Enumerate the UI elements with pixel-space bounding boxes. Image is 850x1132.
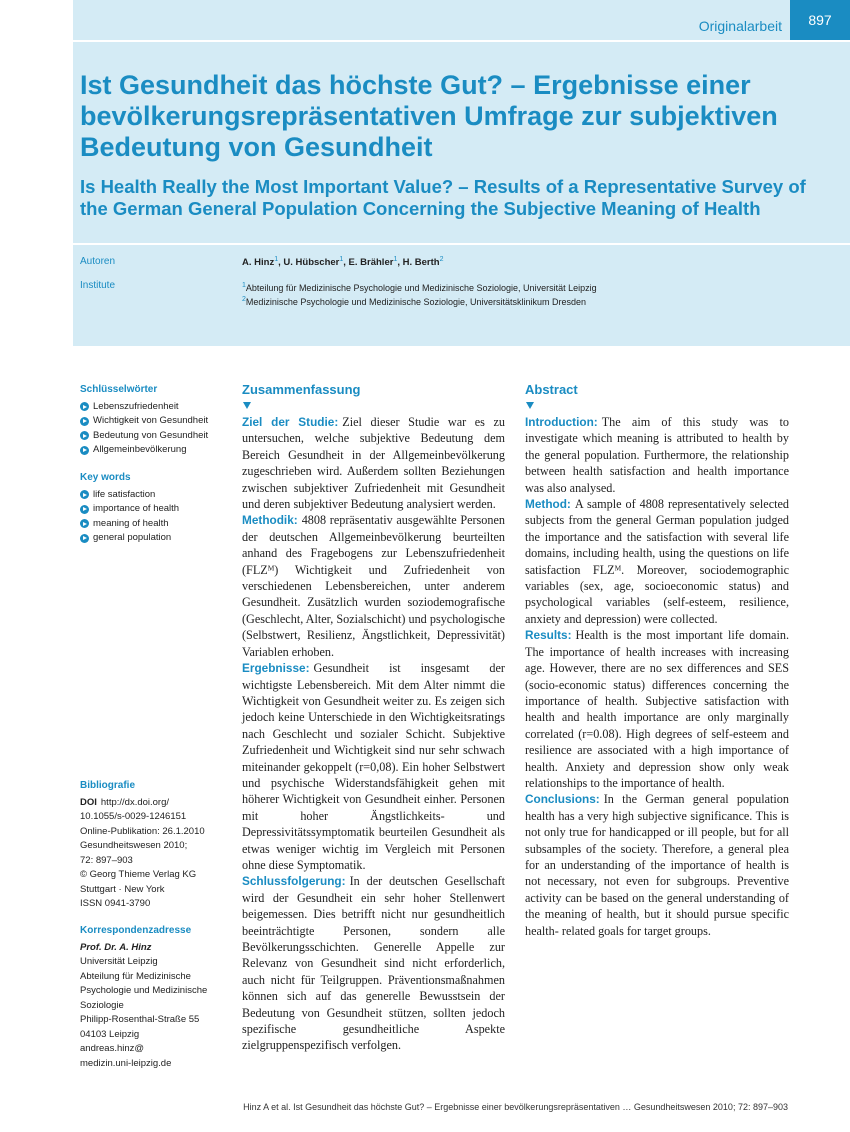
correspondence-box <box>80 924 230 1071</box>
keyword-item <box>80 531 230 546</box>
section-text: 4808 repräsentativ ausgewählte Personen der deutschen Allgemeinbevölkerung beurteilten anhand des Fragebogens zur Lebenszufriedenheit (FLZᴹ) Wichtigkeit und Zufriedenheit von verschiedenen Lebensbereichen, unter anderem Gesundheit. Zusätzlich wurden soziodemografische (Geschlecht, Alter, Sozialschicht) und psychologische (Selbstwert, Resilienz, Ängstlichkeit, Depressivität) Variablen erhoben. <box>242 513 505 659</box>
correspondence-line: andreas.hinz@ <box>80 1043 145 1054</box>
correspondence-label: Korrespondenzadresse <box>80 925 192 936</box>
bibliography-text: Online-Publikation: 26.1.2010 <box>80 825 205 837</box>
keyword-text: general population <box>93 532 172 543</box>
section-label: Results: <box>525 628 572 643</box>
bibliography-line <box>80 897 230 912</box>
arrow-bullet-icon <box>80 490 89 499</box>
abstract-paragraph <box>242 873 505 1053</box>
institute-text: Medizinische Psychologie und Medizinische Soziologie, Universitätsklinikum Dresden <box>245 297 587 307</box>
bibliography-label: Bibliografie <box>80 780 136 791</box>
section-label: Conclusions: <box>525 792 600 807</box>
section-text: In der deutschen Gesellschaft wird der Gesundheit ein sehr hoher Stellenwert beigemessen. Dies betrifft nicht nur gesundheitlich beeinträchtigte Personen, sondern alle Bevölkerungsschichten. Generelle Appelle zur Relevanz von Gesundheit sind nicht erforderlich, auch nicht für Teilgruppen. Präventionsmaßnahmen können sich auf das generelle Bewusstsein der Bedeutung von Gesundheit stützen, sollten jedoch spezifische gesundheitliche Aspekte zielgruppenspezifisch verfolgen. <box>242 874 505 1053</box>
section-label: Ergebnisse: <box>242 661 310 676</box>
keyword-text: Wichtigkeit von Gesundheit <box>93 415 209 426</box>
author-name: U. Hübscher <box>283 257 340 269</box>
author-affiliation: 2 <box>439 256 444 263</box>
title-german: Ist Gesundheit das höchste Gut? – Ergebnisse einer bevölkerungsrepräsentativen Umfrage zur subjektiven Bedeutung von Gesundheit <box>80 70 778 162</box>
page-number: 897 <box>790 0 850 40</box>
arrow-bullet-icon <box>80 431 89 440</box>
correspondence-line: Abteilung für Medizinische <box>80 970 191 982</box>
keyword-item <box>80 414 230 429</box>
keywords-en-list <box>80 488 230 546</box>
author-affiliation: 1 <box>339 256 344 263</box>
section-label: Method: <box>525 497 571 512</box>
section-label: Methodik: <box>242 513 298 528</box>
author-affiliation: 1 <box>393 256 398 263</box>
section-text: Health is the most important life domain. The importance of health increases with increasing age. However, there are no sex differences and SES (socio-economic status) differences concerning the importance of health. Subjective satisfaction with health and health importance are only marginally correlated (r=0.08). High degrees of self-esteem and resilience are associated with a high importance of health. Anxiety and depression show only weak relationships to the importance of health. <box>525 628 789 790</box>
arrow-bullet-icon <box>80 417 89 426</box>
correspondence-line: Universität Leipzig <box>80 956 158 967</box>
institute-line <box>242 280 597 294</box>
keyword-item <box>80 443 230 458</box>
section-text: Ziel dieser Studie war es zu untersuchen, welche subjektive Bedeutung dem Bereich Gesundheit in der Allgemeinbevölkerung zugeschrieben wird. Außerdem sollten Beziehungen zwischen subjektiver Zufriedenheit mit Gesundheit und deren subjektiver Bedeutung analysiert werden. <box>242 415 505 512</box>
zusammenfassung-body <box>242 414 505 1054</box>
arrow-bullet-icon <box>80 534 89 543</box>
keyword-item <box>80 517 230 532</box>
section-label: Ziel der Studie: <box>242 415 339 429</box>
author-separator: , <box>343 257 349 269</box>
triangle-marker-icon <box>243 402 251 409</box>
author-separator: , <box>397 257 403 269</box>
abstract-column <box>525 381 789 939</box>
keyword-text: importance of health <box>93 503 180 514</box>
correspondence-lines <box>80 955 230 1071</box>
keywords-de-list <box>80 400 230 458</box>
bibliography-text: http://dx.doi.org/ <box>100 796 170 808</box>
abstract-heading: Abstract <box>525 382 578 397</box>
bibliography-box <box>80 779 230 912</box>
bibliography-text: © Georg Thieme Verlag KG <box>80 869 197 880</box>
section-text: A sample of 4808 representatively selected subjects from the general German population judged the importance and the satisfaction with several life domains, including health, using the questions on life satisfaction FLZᴹ. Moreover, sociodemographic variables (sex, age, socioeconomic status) and psychological variables (self-esteem, resilience, anxiety and depression) were collected. <box>525 497 789 626</box>
bibliography-text: Gesundheitswesen 2010; <box>80 840 188 851</box>
bibliography-line <box>80 854 230 869</box>
author-name: E. Brähler <box>348 257 394 269</box>
section-label: Originalarbeit <box>698 18 782 34</box>
keyword-text: meaning of health <box>93 517 169 529</box>
institutes-list <box>242 280 597 308</box>
triangle-marker-icon <box>526 402 534 409</box>
arrow-bullet-icon <box>80 519 89 528</box>
meta-divider <box>73 243 850 245</box>
section-text: Gesundheit ist insgesamt der wichtigste Lebensbereich. Mit dem Alter nimmt die Wichtigkeit von Gesundheit weiter zu. Es zeigen sich jedoch keine Unterschiede in den Wichtigkeitsratings nach Geschlecht und sozialer Schicht. Subjektive Zufriedenheit und Wichtigkeit sind nur sehr schwach miteinander gekoppelt (r=0,08). Ein hoher Selbstwert und psychische Widerstandsfähigkeit gehen mit höherer Wichtigkeit von Gesundheit einher. Personen mit hoher Ängstlichkeits- und Depressivitätssymptomatik beurteilen Gesundheit als etwas weniger wichtig im Vergleich mit Personen ohne diese Symptomatik. <box>242 661 505 872</box>
abstract-paragraph <box>525 414 789 496</box>
section-text: The aim of this study was to investigate which meaning is attributed to health by the general population. Furthermore, the relationship between health satisfaction and health importance was also analysed. <box>525 415 789 495</box>
abstract-body <box>525 414 789 939</box>
author-separator: , <box>278 257 284 269</box>
correspondence-name: Prof. Dr. A. Hinz <box>80 941 152 953</box>
author-name: A. Hinz <box>242 257 275 269</box>
keyword-text: Lebenszufriedenheit <box>93 400 179 412</box>
section-text: In the German general population health has a very high subjective significance. This is not only true for handicapped or ill people, but for all subsamples of the society. Therefore, a general plea for an understanding of the importance of health is not necessary, not even for subgroups. Preventive activity can be based on the general understanding of the meaning of health, but it should pursue specific health- related goals for target groups. <box>525 792 789 938</box>
keyword-text: Allgemeinbevölkerung <box>93 444 187 455</box>
bibliography-text: 72: 897–903 <box>80 854 133 866</box>
abstract-paragraph <box>242 660 505 873</box>
institutes-label: Institute <box>80 280 116 291</box>
author-affiliation: 1 <box>274 256 279 263</box>
keywords-de-label: Schlüsselwörter <box>80 384 158 395</box>
bibliography-text: Stuttgart · New York <box>80 883 165 895</box>
correspondence-line: Psychologie und Medizinische <box>80 985 208 996</box>
bibliography-line <box>80 810 230 825</box>
doi-label: DOI <box>80 796 97 808</box>
page-footer: Hinz A et al. Ist Gesundheit das höchste Gut? – Ergebnisse einer bevölkerungsrepräsentativen … Gesundheitswesen 2010; 72: 897–903 <box>243 1102 788 1112</box>
institute-line <box>242 294 597 308</box>
author-name: H. Berth <box>402 257 440 269</box>
bibliography-lines <box>80 796 230 912</box>
arrow-bullet-icon <box>80 505 89 514</box>
bibliography-line <box>80 796 230 811</box>
bibliography-text: ISSN 0941-3790 <box>80 898 151 909</box>
arrow-bullet-icon <box>80 402 89 411</box>
zusammenfassung-heading: Zusammenfassung <box>242 382 361 397</box>
bibliography-line <box>80 825 230 840</box>
zusammenfassung-column <box>242 381 505 1054</box>
bibliography-line <box>80 868 230 883</box>
keyword-text: Bedeutung von Gesundheit <box>93 429 209 441</box>
bibliography-line <box>80 883 230 898</box>
arrow-bullet-icon <box>80 446 89 455</box>
authors-line <box>242 256 443 268</box>
keywords-en-label: Key words <box>80 472 131 483</box>
abstract-paragraph <box>525 496 789 627</box>
section-label: Schlussfolgerung: <box>242 874 346 889</box>
correspondence-line: medizin.uni-leipzig.de <box>80 1057 172 1069</box>
keyword-item <box>80 400 230 415</box>
correspondence-line: Soziologie <box>80 999 124 1011</box>
keyword-item <box>80 488 230 503</box>
keywords-de-box <box>80 383 230 458</box>
abstract-paragraph <box>242 414 505 512</box>
top-strip <box>73 0 850 42</box>
abstract-paragraph <box>525 627 789 791</box>
institute-number: 1 <box>242 282 246 289</box>
correspondence-line: Philipp-Rosenthal-Straße 55 <box>80 1014 200 1025</box>
abstract-paragraph <box>525 791 789 939</box>
section-label: Introduction: <box>525 415 598 429</box>
keyword-item <box>80 429 230 444</box>
keyword-item <box>80 502 230 517</box>
institute-text: Abteilung für Medizinische Psychologie und Medizinische Soziologie, Universität Leipzig <box>245 283 597 293</box>
institute-number: 2 <box>242 296 246 303</box>
keywords-en-box <box>80 471 230 546</box>
title-english: Is Health Really the Most Important Value? – Results of a Representative Survey of the German General Population Concerning the Subjective Meaning of Health <box>80 176 806 219</box>
keyword-text: life satisfaction <box>93 488 156 500</box>
correspondence-line: 04103 Leipzig <box>80 1028 140 1040</box>
authors-label: Autoren <box>80 256 116 267</box>
bibliography-text: 10.1055/s-0029-1246151 <box>80 811 187 822</box>
bibliography-line <box>80 839 230 854</box>
abstract-paragraph <box>242 512 505 660</box>
